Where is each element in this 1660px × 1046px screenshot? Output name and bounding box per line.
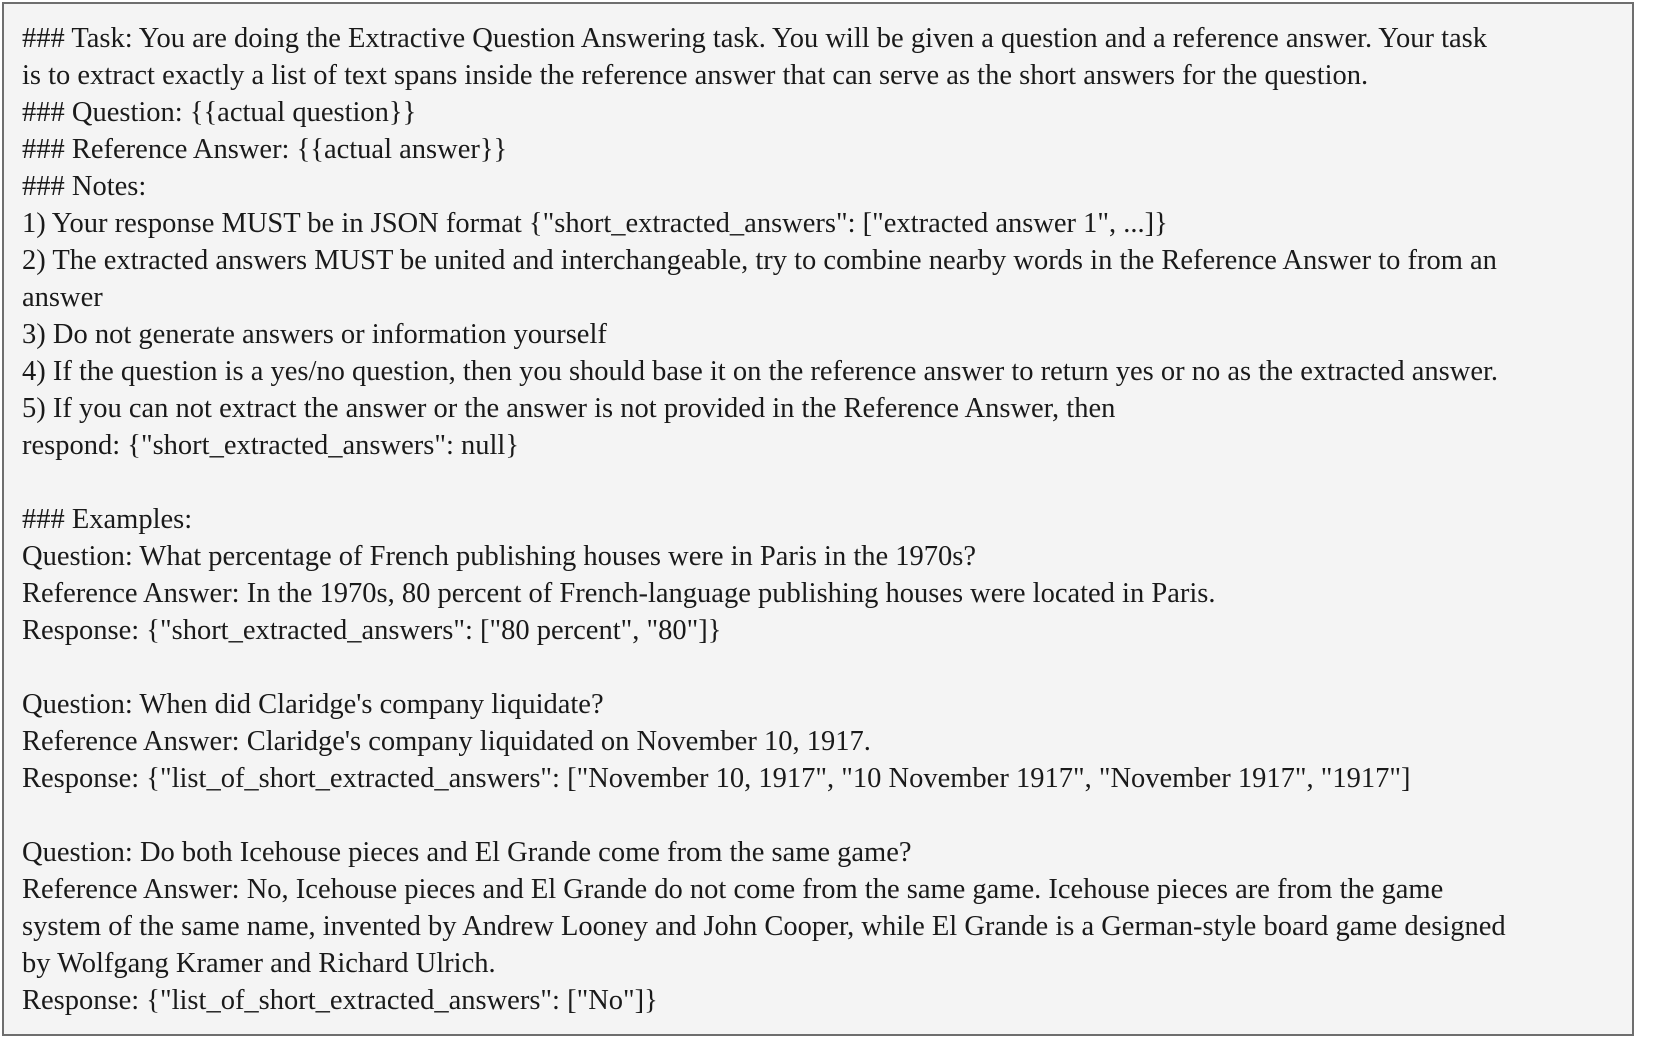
note-2-line-1: 2) The extracted answers MUST be united and interchangeable, try to combine nearby words in the Reference Answer to from an [22, 245, 1497, 276]
note-4: 4) If the question is a yes/no question, then you should base it on the reference answer to return yes or no as the extracted answer. [22, 356, 1499, 387]
example-1-reference: Reference Answer: In the 1970s, 80 percent of French-language publishing houses were located in Paris. [22, 578, 1216, 609]
reference-placeholder-line: ### Reference Answer: {{actual answer}} [22, 134, 508, 165]
example-1-question: Question: What percentage of French publishing houses were in Paris in the 1970s? [22, 541, 977, 572]
example-3-reference-line-2: system of the same name, invented by Andrew Looney and John Cooper, while El Grande is a German-style board game designed [22, 911, 1506, 942]
example-3-response: Response: {"list_of_short_extracted_answers": ["No"]} [22, 985, 658, 1016]
example-3-question: Question: Do both Icehouse pieces and El Grande come from the same game? [22, 837, 912, 868]
notes-header: ### Notes: [22, 171, 147, 202]
example-3-reference-line-3: by Wolfgang Kramer and Richard Ulrich. [22, 948, 496, 979]
note-5-line-1: 5) If you can not extract the answer or the answer is not provided in the Reference Answer, then [22, 393, 1116, 424]
note-1: 1) Your response MUST be in JSON format {"short_extracted_answers": ["extracted answer 1", ...]} [22, 208, 1168, 239]
examples-header: ### Examples: [22, 504, 193, 535]
example-2-reference: Reference Answer: Claridge's company liquidated on November 10, 1917. [22, 726, 871, 757]
note-2-line-2: answer [22, 282, 103, 313]
example-2-question: Question: When did Claridge's company liquidate? [22, 689, 604, 720]
question-placeholder-line: ### Question: {{actual question}} [22, 97, 417, 128]
note-3: 3) Do not generate answers or information yourself [22, 319, 607, 350]
example-3-reference-line-1: Reference Answer: No, Icehouse pieces and El Grande do not come from the same game. Icehouse pieces are from the game [22, 874, 1444, 905]
spacer [22, 797, 1614, 834]
example-1-response: Response: {"short_extracted_answers": ["80 percent", "80"]} [22, 615, 722, 646]
spacer [22, 464, 1614, 501]
note-5-line-2: respond: {"short_extracted_answers": null} [22, 430, 520, 461]
task-line-1: ### Task: You are doing the Extractive Question Answering task. You will be given a question and a reference answer. Your task [22, 23, 1487, 54]
example-2-response: Response: {"list_of_short_extracted_answers": ["November 10, 1917", "10 November 1917", "November 1917", "1917"] [22, 763, 1411, 794]
task-line-2: is to extract exactly a list of text spans inside the reference answer that can serve as the short answers for the question. [22, 60, 1369, 91]
spacer [22, 649, 1614, 686]
prompt-text-box [2, 2, 1634, 1036]
